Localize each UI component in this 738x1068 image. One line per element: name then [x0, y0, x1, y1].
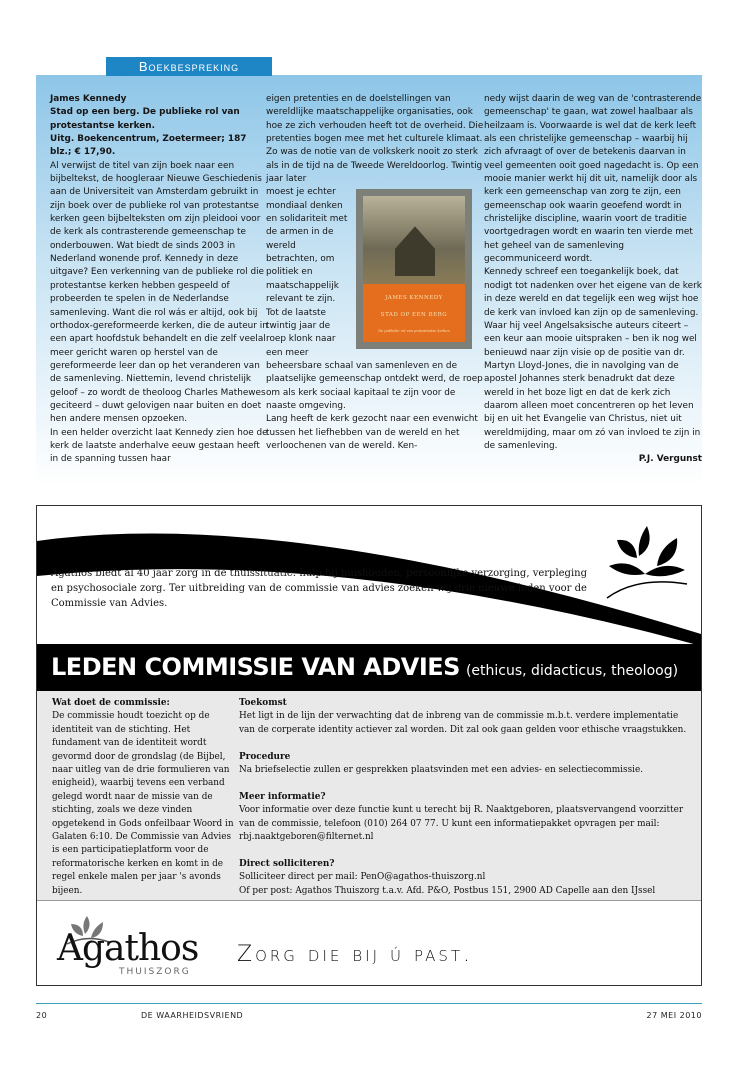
ad-heading: Wat doet de commissie:	[52, 698, 170, 708]
agathos-logo: Agathos	[57, 928, 199, 969]
ad-intro: Agathos biedt al 40 jaar zorg in de thuissituatie: hulp bij huishouden, persoonlijke verzorging, verpleging en psychosociale zorg. Ter uitbreiding van de commissie van advies zoeken wij drie nieuwe leden voor de Commissie van Advies.	[51, 568, 588, 609]
ad-heading: Meer informatie?	[239, 791, 326, 802]
agathos-logo-sub: THUISZORG	[119, 967, 191, 977]
section-label: Boekbespreking	[106, 57, 272, 76]
ad-text: Voor informatie over deze functie kunt u terecht bij R. Naaktgeboren, plaatsvervangend voorzitter van de commissie, telefoon (010) 264 07 77. U kunt een informatiepakket opvragen per mail: rbj.naaktgeboren@filternet.nl	[239, 805, 684, 843]
ad-text: Of per post: Agathos Thuiszorg t.a.v. Afd. P&O, Postbus 151, 2900 AD Capelle aan den IJssel	[239, 885, 656, 896]
ad-banner	[37, 644, 701, 691]
review-paragraph: Kennedy schreef een toegankelijk boek, dat nodigt tot nadenken over het eigene van de kerk in deze wereld en dat tegelijk een weg wijst hoe de kerk van invloed kan zijn op de samenleving. Waar hij veel Angelsaksische auteurs citeert – een keur aan mooie uitspraken – ben ik nog wel benieuwd naar zijn visie op de positie van dr. Martyn Lloyd-Jones, die in navolging van de apostel Johannes sterk benadrukt dat deze wereld in het boze ligt en dat de kerk zich daarom alleen moet concentreren op het leven bij en uit het Evangelie van Christus, niet uit wereldmijding, maar om zó van invloed te zijn in de samenleving.	[484, 267, 702, 451]
ad-heading: Direct solliciteren?	[239, 858, 335, 869]
publication-name: DE WAARHEIDSVRIEND	[141, 1011, 244, 1020]
cover-author: JAMES KENNEDY	[385, 295, 443, 302]
banner-subtitle: (ethicus, didacticus, theoloog)	[465, 663, 679, 679]
issue-date: 27 MEI 2010	[646, 1011, 702, 1020]
ad-text: Het ligt in de lijn der verwachting dat de inbreng van de commissie m.b.t. verdere implementatie van de corperate identity actiever zal worden. Dit zal ook gaan gelden voor ethische vraagstukken.	[239, 711, 687, 735]
review-signature: P.J. Vergunst	[638, 454, 702, 465]
ad-text: Solliciteer direct per mail: PenO@agathos-thuiszorg.nl	[239, 872, 486, 883]
review-paragraph: Al verwijst de titel van zijn boek naar een bijbeltekst, de hoogleraar Nieuwe Geschiedenis aan de Universiteit van Amsterdam gebruikt in zijn boek over de publieke rol van protestantse kerken geen bijbelteksten om zijn pleidooi voor de kerk als contrasterende gemeenschap te onderbouwen. Wat biedt de sinds 2003 in Nederland wonende prof. Kennedy in deze uitgave? Een verkenning van de publieke rol die protestantse kerken hebben gespeeld of probeerden te spelen in de Nederlandse samenleving. Want die rol wás er altijd, ook bij orthodox-gereformeerde kerken, die de auteur in een apart hoofdstuk behandelt en die zelf veelal meer gericht waren op herstel van de gereformeerde leer dan op het veranderen van de samenleving. Niettemin, levend christelijk geloof – zo wordt de theoloog Charles Mathewes geciteerd – duwt gelovigen naar buiten en doet hen andere mensen opzoeken.	[50, 160, 268, 425]
book-cover-text	[363, 284, 465, 342]
book-publisher: Uitg. Boekencentrum, Zoetermeer; 187 blz.; € 17,90.	[50, 134, 247, 158]
ad-text: Na briefselectie zullen er gesprekken plaatsvinden met een advies- en selectiecommissie.	[239, 765, 644, 776]
review-column-1	[50, 93, 268, 467]
page-number: 20	[36, 1011, 48, 1020]
book-title: Stad op een berg. De publieke rol van protestantse kerken.	[50, 107, 240, 131]
ad-text: De commissie houdt toezicht op de identiteit van de stichting. Het fundament van de identiteit wordt gevormd door de grondslag (de Bijbel, naar uitleg van de drie formulieren van enigheid), waarbij tevens een verband gelegd wordt naar de missie van de stichting, zoals we deze vinden opgetekend in Gods onfeilbaar Woord in Galaten 6:10. De Commissie van Advies is een participatieplatform voor de reformatorische kerken en komt in de regel enkele malen per jaar 's avonds bijeen.	[52, 711, 234, 896]
footer-rule	[36, 1003, 702, 1004]
cover-subtitle: De publieke rol van protestantse kerken	[378, 329, 450, 334]
review-paragraph: eigen pretenties en de doelstellingen van wereldlijke maatschappelijke organisaties, ook hoe ze zich verhouden heeft tot de overheid. Die pretenties bogen mee met het culturele klimaat. Zo was de notie van de volkskerk nooit zo sterk als in de tijd na de Tweede Wereldoorlog. Twintig jaar later	[266, 94, 484, 185]
review-paragraph: In een helder overzicht laat Kennedy zien hoe de kerk de laatste anderhalve eeuw gestaan heeft in de spanning tussen haar	[50, 427, 268, 465]
leaf-logo-icon	[607, 526, 687, 598]
banner-title: LEDEN COMMISSIE VAN ADVIES	[51, 653, 460, 681]
ad-right-column	[239, 697, 689, 898]
book-cover-image	[356, 189, 472, 349]
ad-slogan: Zorg die bij ú past.	[237, 942, 474, 967]
cover-title: STAD OP EEN BERG	[380, 311, 448, 318]
ad-heading: Toekomst	[239, 698, 287, 708]
ad-heading: Procedure	[239, 751, 291, 762]
agathos-advertisement	[36, 505, 702, 986]
review-paragraph: moest je echter mondiaal denken en solidariteit met de armen in de wereld betrachten, om politiek en maatschappelijk relevant te zijn. Tot de laatste twintig jaar de roep klonk naar een meer beheersbare schaal van samenleven en de plaatselijke gemeenschap ontdekt werd, de roep om als kerk sociaal kapitaal te zijn voor de naaste omgeving.	[266, 187, 483, 411]
review-paragraph: Lang heeft de kerk gezocht naar een evenwicht tussen het liefhebben van de wereld en het verloochenen van de wereld. Ken-	[266, 414, 478, 451]
review-column-2	[266, 93, 484, 453]
ad-body	[37, 691, 701, 901]
book-author: James Kennedy	[50, 94, 127, 104]
review-column-3	[484, 93, 702, 467]
ad-left-column	[52, 697, 237, 911]
review-paragraph: nedy wijst daarin de weg van de 'contrasterende gemeenschap' te gaan, wat zowel haalbaar als heilzaam is. Voorwaarde is wel dat de kerk leeft als een christelijke gemeenschap – waarbij hij zich afvraagt of over de betekenis daarvan in veel gemeenten ooit goed nagedacht is. Op een mooie manier werkt hij dit uit, namelijk door als kerk een gemeenschap van zorg te zijn, een gemeenschap ook waarin geoefend wordt in christelijke discipline, waarin voort de traditie voortgedragen wordt en waarin ten vierde met het geheel van de samenleving gecommuniceerd wordt.	[484, 94, 702, 265]
church-painting	[363, 196, 465, 284]
